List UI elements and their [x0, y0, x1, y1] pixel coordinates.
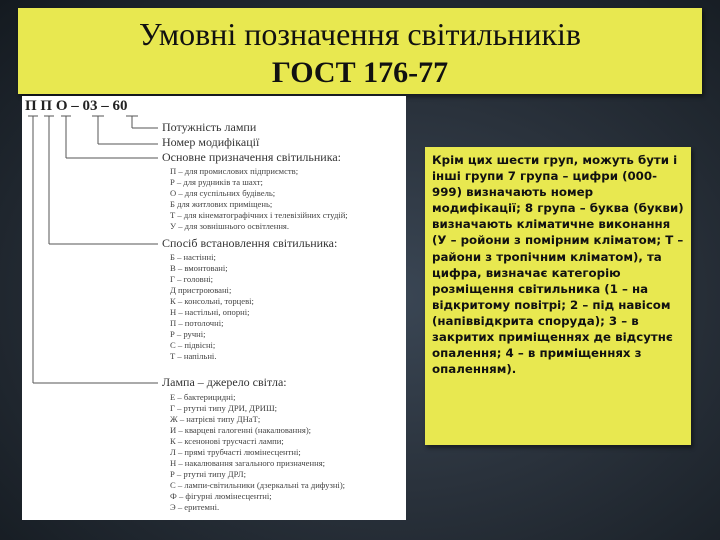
list-item: Г – головні; [170, 274, 214, 284]
list-item: Р – ртутні типу ДРЛ; [170, 469, 246, 479]
list-item: У – для зовнішнього освітлення. [170, 221, 290, 231]
list-item: Е – бактерицидні; [170, 392, 236, 402]
list-item: Б для житлових приміщень; [170, 199, 273, 209]
list-item: Т – напільні. [170, 351, 217, 361]
list-item: Ж – натрієві типу ДНаТ; [170, 414, 261, 424]
list-item: Л – прямі трубчасті люмінесцентні; [170, 447, 301, 457]
list-item: Ф – фігурні люмінесцентні; [170, 491, 272, 501]
explanation-note [425, 147, 691, 445]
page-title: Умовні позначення світильників [139, 16, 581, 52]
label-lamp: Лампа – джерело світла: [162, 375, 287, 389]
label-power: Потужність лампи [162, 120, 257, 134]
list-item: Т – для кінематографічних і телевізійних студій; [170, 210, 348, 220]
list-item: С – лампи-світильники (дзеркальні та дифузні); [170, 480, 346, 490]
list-item: Э – еритемні. [170, 502, 220, 512]
list-item: Д пристроювані; [170, 285, 232, 295]
list-item: О – для суспільних будівель; [170, 188, 276, 198]
designation-code: П П О – 03 – 60 [25, 98, 128, 114]
note-text: Крім цих шести груп, можуть бути і інші групи 7 група – цифри (000-999) визначають номер модифікації; 8 група – буква (букви) визначають кліматичне виконання (У – ройони з помірним кліматом; Т – райони з тропічним кліматом), та цифра, визначає категорію розміщення світильника (1 – на відкритому повітрі; 2 – під навісом (напіввідкрита споруда); 3 – в закритих приміщеннях де відсутнє опалення; 4 – в приміщеннях з опаленням). [432, 153, 684, 377]
list-item: Б – настінні; [170, 252, 216, 262]
list-item: В – вмонтовані; [170, 263, 228, 273]
designation-scheme [22, 96, 406, 520]
label-purpose: Основне призначення світильника: [162, 150, 342, 164]
list-item: Р – для рудників та шахт; [170, 177, 263, 187]
list-item: Р – ручні; [170, 329, 206, 339]
list-item: К – консольні, торцеві; [170, 296, 254, 306]
label-modification: Номер модифікації [162, 135, 260, 149]
list-item: И – кварцеві галогенні (накалювання); [170, 425, 312, 435]
list-item: Н – настільні, опорні; [170, 307, 250, 317]
list-item: Н – накалювання загального призначення; [170, 458, 326, 468]
list-item: Г – ртутні типу ДРИ, ДРИШ; [170, 403, 278, 413]
title-banner [18, 8, 702, 94]
page-subtitle-standard: ГОСТ 176-77 [271, 56, 449, 89]
list-item: П – потолочні; [170, 318, 224, 328]
list-item: П – для промислових підприємств; [170, 166, 299, 176]
list-item: С – підвісні; [170, 340, 216, 350]
label-mounting: Спосіб встановлення світильника: [162, 236, 338, 250]
list-item: К – ксенонові трусчасті лампи; [170, 436, 284, 446]
